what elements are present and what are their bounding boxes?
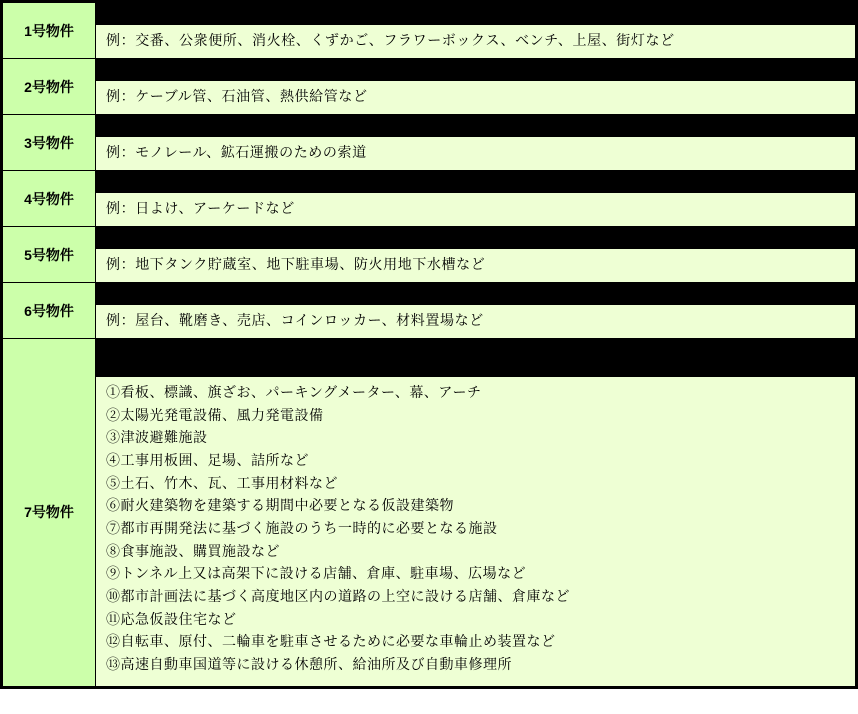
example-item-list [96, 377, 855, 686]
row-content-3 [96, 115, 856, 171]
example-text: 例：屋台、靴磨き、売店、コインロッカー、材料置場など [96, 305, 855, 338]
row-content-4 [96, 171, 856, 227]
table-row [3, 59, 856, 115]
row-label-1: 1号物件 [3, 3, 96, 59]
example-text: 例：ケーブル管、石油管、熱供給管など [96, 81, 855, 114]
row-content-6 [96, 283, 856, 339]
table-row [3, 227, 856, 283]
example-text: 例：交番、公衆便所、消火栓、くずかご、フラワーボックス、ベンチ、上屋、街灯など [96, 25, 855, 58]
list-item: ⑥耐火建築物を建築する期間中必要となる仮設建築物 [106, 499, 454, 515]
row-label-7: 7号物件 [3, 339, 96, 687]
redacted-bar [96, 227, 855, 249]
row-label-4: 4号物件 [3, 171, 96, 227]
table-row [3, 115, 856, 171]
list-item: ⑨トンネル上又は高架下に設ける店舗、倉庫、駐車場、広場など [106, 567, 527, 583]
list-item: ③津波避難施設 [106, 431, 208, 447]
row-label-3: 3号物件 [3, 115, 96, 171]
table-row [3, 171, 856, 227]
row-label-2: 2号物件 [3, 59, 96, 115]
table-row [3, 3, 856, 59]
row-label-5: 5号物件 [3, 227, 96, 283]
table-body [2, 2, 856, 687]
redacted-bar [96, 3, 855, 25]
list-item: ⑩都市計画法に基づく高度地区内の道路の上空に設ける店舗、倉庫など [106, 590, 570, 606]
list-item: ①看板、標識、旗ざお、パーキングメーター、幕、アーチ [106, 386, 482, 401]
list-item: ⑦都市再開発法に基づく施設のうち一時的に必要となる施設 [106, 522, 498, 538]
list-item: ⑧食事施設、購買施設など [106, 544, 280, 560]
row-content-7 [96, 339, 856, 687]
redacted-bar [96, 115, 855, 137]
row-content-5 [96, 227, 856, 283]
table-row [3, 339, 856, 687]
example-text: 例：地下タンク貯蔵室、地下駐車場、防火用地下水槽など [96, 249, 855, 282]
redacted-bar [96, 171, 855, 193]
redacted-bar [96, 59, 855, 81]
redacted-bar [96, 339, 855, 377]
list-item: ⑤土石、竹木、瓦、工事用材料など [106, 476, 338, 492]
list-item: ②太陽光発電設備、風力発電設備 [106, 408, 324, 424]
redacted-bar [96, 283, 855, 305]
list-item: ⑬高速自動車国道等に設ける休憩所、給油所及び自動車修理所 [106, 658, 512, 674]
example-text: 例：日よけ、アーケードなど [96, 193, 855, 226]
list-item: ⑪応急仮設住宅など [106, 612, 237, 628]
table-row [3, 283, 856, 339]
list-item: ④工事用板囲、足場、詰所など [106, 454, 309, 470]
row-content-2 [96, 59, 856, 115]
example-text: 例：モノレール、鉱石運搬のための索道 [96, 137, 855, 170]
row-content-1 [96, 3, 856, 59]
row-label-6: 6号物件 [3, 283, 96, 339]
list-item: ⑫自転車、原付、二輪車を駐車させるために必要な車輪止め装置など [106, 635, 556, 651]
